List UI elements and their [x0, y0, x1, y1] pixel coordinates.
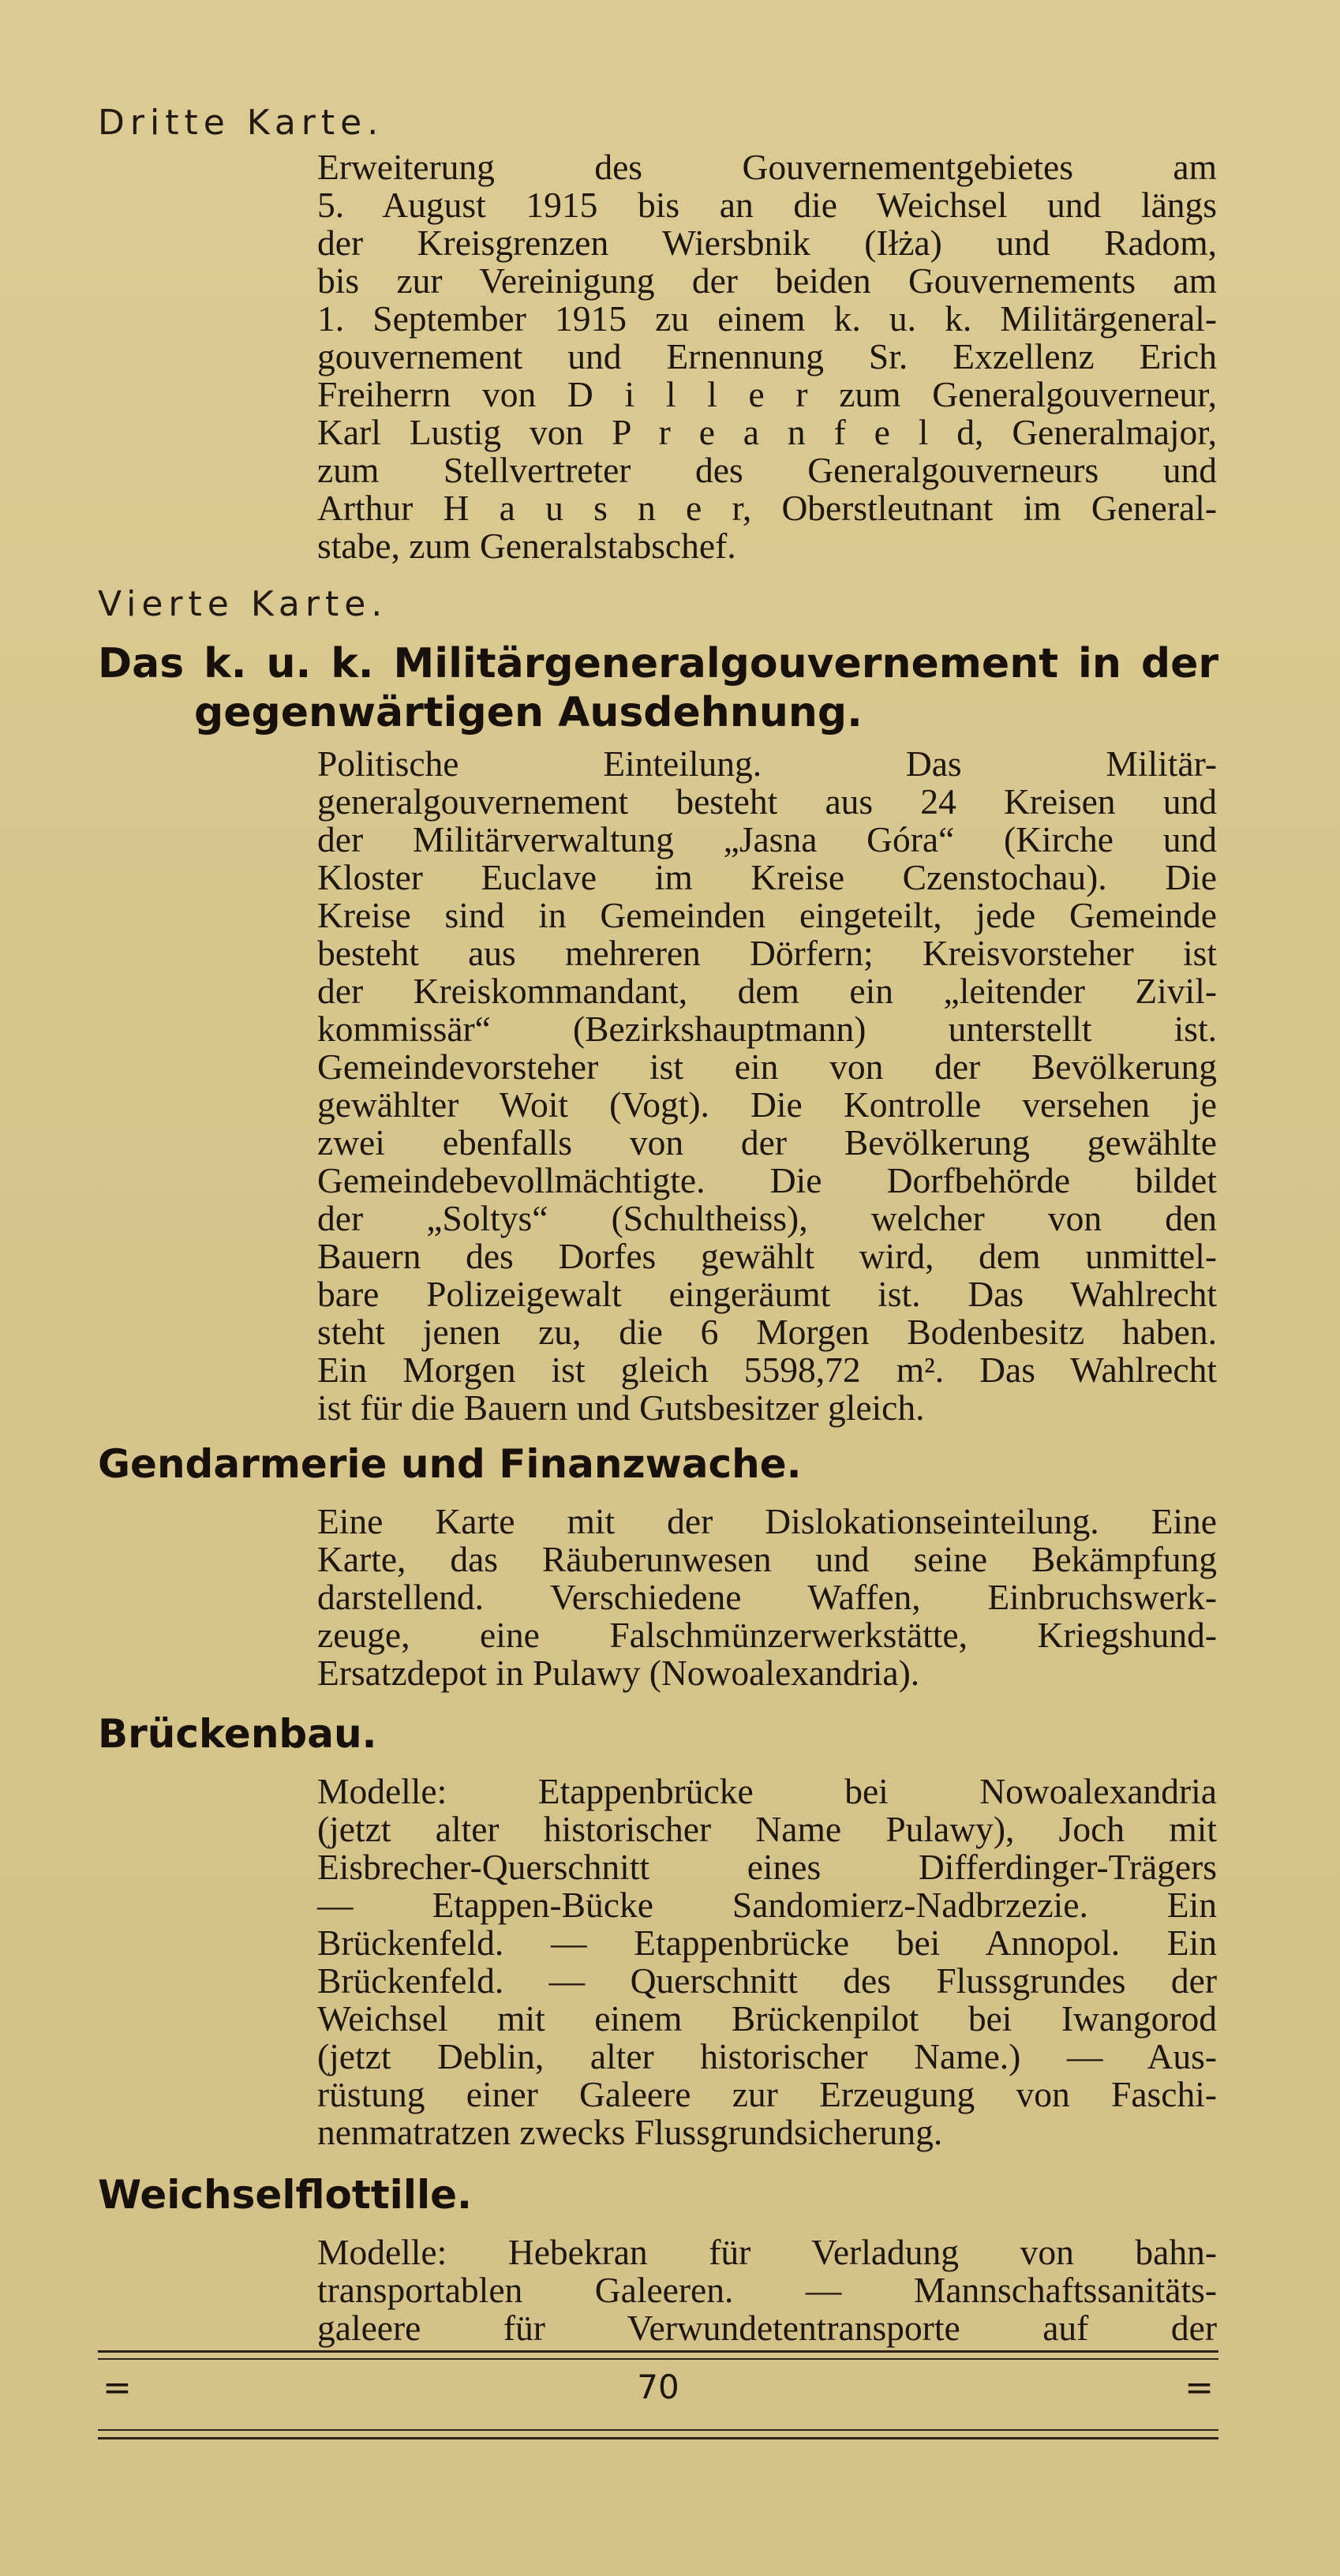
text-line: Bauern des Dorfes gewählt wird, dem unmittel- [317, 1236, 1217, 1276]
title-line: gegenwärtigen Ausdehnung. [194, 689, 863, 736]
text-line: Kloster Euclave im Kreise Czenstochau). Die [317, 857, 1217, 897]
text-line: generalgouvernement besteht aus 24 Kreisen und [317, 781, 1217, 822]
text-line: Kreise sind in Gemeinden eingeteilt, jede Gemeinde [317, 895, 1217, 935]
text-line: Politische Einteilung. Das Militär- [317, 743, 1217, 784]
text-line: Modelle: Etappenbrücke bei Nowoalexandria [317, 1771, 1217, 1811]
text-line: Modelle: Hebekran für Verladung von bahn- [317, 2232, 1217, 2272]
title-line: Das k. u. k. Militärgeneralgouvernement in der [98, 640, 1218, 687]
weichselflottille-heading: Weichselflottille. [98, 2172, 472, 2218]
text-line: 5. August 1915 bis an die Weichsel und längs [317, 185, 1217, 225]
gendarmerie-heading: Gendarmerie und Finanzwache. [98, 1441, 802, 1487]
text-line: der „Soltys“ (Schultheiss), welcher von den [317, 1198, 1217, 1238]
text-line: besteht aus mehreren Dörfern; Kreisvorsteher ist [317, 933, 1217, 973]
text-line: der Militärverwaltung „Jasna Góra“ (Kirche und [317, 819, 1217, 859]
footer-rule-top-inner [98, 2358, 1218, 2360]
text-line: Brückenfeld. — Querschnitt des Flussgrundes der [317, 1960, 1217, 2001]
brueckenbau-heading: Brückenbau. [98, 1711, 377, 1757]
text-line: nenmatratzen zwecks Flussgrundsicherung. [317, 2112, 943, 2152]
text-line: Gemeindebevollmächtigte. Die Dorfbehörde bildet [317, 1160, 1217, 1200]
text-line: Eine Karte mit der Dislokationseinteilung. Eine [317, 1501, 1217, 1541]
text-line: bare Polizeigewalt eingeräumt ist. Das Wahlrecht [317, 1274, 1217, 1314]
text-line: Ersatzdepot in Pulawy (Nowoalexandria). [317, 1653, 920, 1693]
text-line: Arthur H a u s n e r, Oberstleutnant im General- [317, 488, 1217, 528]
text-line: steht jenen zu, die 6 Morgen Bodenbesitz haben. [317, 1312, 1217, 1352]
text-line: Erweiterung des Gouvernementgebietes am [317, 147, 1217, 187]
text-line: bis zur Vereinigung der beiden Gouvernements am [317, 260, 1217, 301]
text-line: Ein Morgen ist gleich 5598,72 m². Das Wahlrecht [317, 1350, 1217, 1390]
dritte-karte-text [317, 148, 1217, 565]
text-line: Gemeindevorsteher ist ein von der Bevölkerung [317, 1046, 1217, 1087]
text-line: — Etappen-Bücke Sandomierz-Nadbrzezie. Ein [317, 1885, 1217, 1925]
vierte-karte-text [317, 745, 1217, 1427]
footer-rule-bottom [98, 2437, 1218, 2439]
text-line: 1. September 1915 zu einem k. u. k. Militärgeneral- [317, 298, 1217, 339]
brueckenbau-text [317, 1773, 1217, 2151]
weichselflottille-text [317, 2233, 1217, 2347]
vierte-karte-label: Vierte Karte. [98, 584, 388, 624]
page-footer [98, 2368, 1218, 2410]
footer-left-mark: = [103, 2368, 132, 2408]
footer-rule-top [98, 2350, 1218, 2353]
text-line: gouvernement und Ernennung Sr. Exzellenz Erich [317, 336, 1217, 376]
text-line: Freiherrn von D i l l e r zum Generalgouverneur, [317, 374, 1217, 414]
text-line: Karl Lustig von P r e a n f e l d, Generalmajor, [317, 412, 1217, 452]
text-line: darstellend. Verschiedene Waffen, Einbruchswerk- [317, 1577, 1217, 1617]
text-line: Brückenfeld. — Etappenbrücke bei Annopol. Ein [317, 1923, 1217, 1963]
text-line: ist für die Bauern und Gutsbesitzer gleich. [317, 1387, 925, 1428]
text-line: Karte, das Räuberunwesen und seine Bekämpfung [317, 1539, 1217, 1579]
text-line: (jetzt alter historischer Name Pulawy), Joch mit [317, 1809, 1217, 1849]
text-line: Weichsel mit einem Brückenpilot bei Iwangorod [317, 1998, 1217, 2039]
text-line: transportablen Galeeren. — Mannschaftssanitäts- [317, 2270, 1217, 2310]
text-line: der Kreisgrenzen Wiersbnik (Iłża) und Radom, [317, 223, 1217, 263]
text-line: rüstung einer Galeere zur Erzeugung von Faschi- [317, 2074, 1217, 2114]
dritte-karte-label: Dritte Karte. [98, 103, 384, 143]
text-line: gewählter Woit (Vogt). Die Kontrolle versehen je [317, 1084, 1217, 1125]
text-line: zum Stellvertreter des Generalgouverneurs und [317, 450, 1217, 490]
text-line: kommissär“ (Bezirkshauptmann) unterstellt ist. [317, 1009, 1217, 1049]
text-line: zeuge, eine Falschmünzerwerkstätte, Kriegshund- [317, 1615, 1217, 1655]
vierte-karte-title [98, 639, 1218, 737]
gendarmerie-text [317, 1503, 1217, 1692]
text-line: Eisbrecher-Querschnitt eines Differdinger-Trägers [317, 1847, 1217, 1887]
text-line: zwei ebenfalls von der Bevölkerung gewählte [317, 1122, 1217, 1163]
text-line: (jetzt Deblin, alter historischer Name.) — Aus- [317, 2036, 1217, 2076]
page-number: 70 [637, 2368, 679, 2406]
footer-right-mark: = [1185, 2368, 1214, 2408]
text-line: stabe, zum Generalstabschef. [317, 526, 736, 566]
footer-rule-bottom-inner [98, 2429, 1218, 2431]
text-line: galeere für Verwundetentransporte auf der [317, 2308, 1217, 2348]
text-line: der Kreiskommandant, dem ein „leitender Zivil- [317, 971, 1217, 1011]
